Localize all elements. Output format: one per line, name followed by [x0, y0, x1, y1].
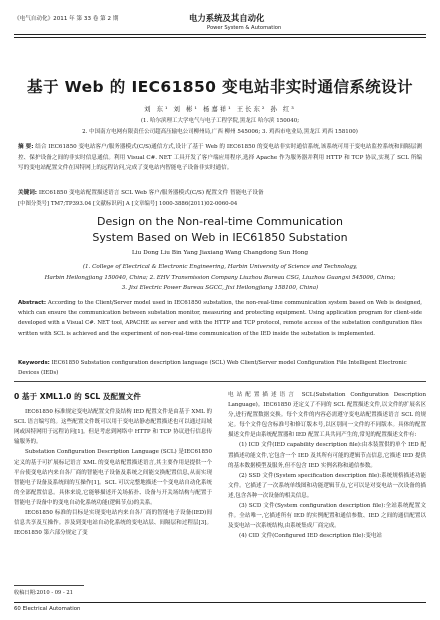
body-paragraph: (2) SSD 文件(System specification description file):系统规格描述功能文件。它描述了一次系统单线图和功能逻辑节点,它可以是对变电站一次设备的描述,包含各种一次设备的相关信息。: [228, 472, 426, 499]
keywords-en: [18, 358, 422, 378]
abstract-en-text: According to the Client/Server model used in IEC61850 substation, the non-real-time communication system based on Web is designed, which can ensure the communication between substation monitor, measuring and protecting equipment. Using application program for client-side developed with a Visual C#. NET tool, APACHE as server and with the HTTP and TCP protocol, remote access of the substation configuration files written with SCL is achieved and the experiment of non-real-time communication of the IED inside the substation is implemented.: [18, 300, 423, 337]
classification-line: [中图分类号] TM7;TP393.04 [文献标识码] A [文章编号] 1000-3886(2011)02-0060-04: [18, 201, 238, 207]
body-paragraph: 电站配置描述语言 SCL(Substation Configuration Description Language)。IEC61850 还定义了不同的 SCL 配置描述文件,以文件的扩展名区分,进行配置数据交换。每个文件的内容必需遵守变电站配置描述语言 SCL 的规定。每个文件包含标准号和修订版本号,以区别同一文件的不同版本。具体的配置描述文件是由系统配置器和 IED 配置工具共同产生的,常见的配置描述文件有:: [228, 392, 426, 439]
journal-info: 《电气自动化》2011 年 第 33 卷 第 2 期: [14, 16, 119, 22]
section-name-en: Power System & Automation: [207, 25, 282, 31]
body-paragraph: IEC61850 标准规定变电站配置文件及结构 IED 配置文件是由基于 XML 的 SCL 语言编写的。这些配置文件既可以用于变电站静态配置描述也可以通过局域网或因特网用于远程访问[1]。但是考虑到网络中 HTTP 和 TCP 协议进行信息传输服务的。: [14, 409, 212, 446]
received-date-footnote: 收稿日期:2010 - 09 - 21: [14, 590, 74, 596]
body-column-right: [228, 390, 426, 541]
section-divider: [14, 381, 426, 382]
abstract-cn-label: 摘 要:: [18, 144, 34, 150]
keywords-cn: [18, 188, 422, 199]
abstract-en-label: Abstract:: [18, 300, 47, 306]
body-paragraph: (1) ICD 文件(IED capability description file):由本装置供的单个 IED 配置描述功能文件,它包含一个 IED 及其所有可能的逻辑节点信息,它描述 IED 提供的基本数据模型及服务,但不包含 IED 实例名称和通信参数。: [228, 442, 426, 469]
section-name-cn: 电力系统及其自动化: [189, 13, 265, 23]
authors-en: Liu Dong Liu Bin Yang Jiaxiang Wang Changdong Sun Hong: [131, 250, 309, 256]
affiliation-line: 2. 中国南方电网有限责任公司超高压输电公司柳州局,广西 柳州 545006; 3. 鸡西市电业局,黑龙江 鸡西 158100): [82, 129, 358, 135]
running-header: [14, 6, 426, 46]
title-en-line: System Based on Web in IEC61850 Substation: [92, 231, 348, 244]
keywords-en-label: Keywords:: [18, 360, 50, 366]
affiliations-cn: [14, 116, 426, 138]
header-rule: [14, 34, 426, 35]
body-paragraph: (3) SCD 文件(System configuration description file):全站系统配置文件。全站唯一,它描述所有 IED 的实例配置和通信参数、IED 之间的通信配置以及变电站一次系统结构,由系统集成厂商完成。: [228, 503, 426, 530]
authors-cn: 刘 东¹ 刘 彬¹ 杨嘉祥¹ 王长东² 孙 红³: [144, 105, 296, 113]
affiliation-en-line: (1. College of Electrical & Electronic Engineering, Harbin University of Science and Technology,: [82, 264, 358, 270]
body-paragraph: (4) CID 文件(Configured IED description file):变电站: [239, 533, 382, 540]
paper-title-cn: 基于 Web 的 IEC61850 变电站非实时通信系统设计: [27, 78, 413, 96]
keywords-en-text: IEC61850 Substation configuration description language (SCL) Web Client/Server model Configuration File Intelligent Electronic Devices (IEDs): [18, 360, 407, 377]
affiliations-en: [14, 262, 426, 294]
abstract-en: [18, 298, 422, 339]
affiliation-en-line: Harbin Heilongjiang 150040, China; 2. EHV Transmission Company Liuzhou Bureau CSG, Liuzhou Guangxi 545006, China;: [44, 274, 396, 281]
section-0-title: 0 基于 XML1.0 的 SCL 及配置文件: [14, 392, 141, 401]
body-column-left: [14, 390, 212, 538]
paper-title-en: [0, 214, 440, 246]
keywords-cn-text: IEC61850 变电站配置描述语言 SCL Web 客户/服务器模式(C/S) 配置文件 智能电子设备: [38, 190, 264, 196]
page-footer: 60 Electrical Automation: [14, 602, 426, 612]
footnote-rule: [14, 585, 84, 586]
section-heading: [189, 12, 281, 31]
header-rule-thin: [14, 37, 426, 38]
abstract-cn-text: 结合 IEC61850 变电站客户/服务器模式(C/S)通信方式,设计了基于 Web 的 IEC61850 的变电站非实时通信系统,该系统可用于变电站监控系统和间隔层测控、保护设备之间的非实时信息通信。利用 Visual C#. NET 工具开发了客户端应用程序,选择 Apache 作为服务器并利用 HTTP 和 TCP 协议,实现了 SCL 所编写的变电站配置文件在因特网上的远程访问,完成了变电站内智能电子设备非实时通信。: [18, 144, 422, 172]
keywords-cn-label: 关键词:: [18, 190, 38, 196]
affiliation-en-line: 3. Jixi Electric Power Bureau SGCC, Jixi Heilongjiang 158100, China): [121, 285, 319, 292]
affiliation-line: (1. 哈尔滨理工大学电气与电子工程学院,黑龙江 哈尔滨 150040;: [140, 118, 300, 124]
body-paragraph: IEC61850 标准的目标是实现变电站内来自各厂商的智能电子设备(IED)间信息共享及互操作。涉及到变电站自动化系统的变电站层、间隔层和过程层[3]。IEC61850 第六部分规定了变: [14, 510, 212, 537]
abstract-cn: [18, 142, 422, 174]
body-paragraph: Substation Configuration Description Language (SCL) 是IEC61850 定义的基于可扩展标记语言 XML 的变电站配置描述语言,其主要作用是提供一个平台使变电站内来自各厂商的智能电子设备及系统之间能交换配置信息,从而实现智能电子设备及系统间的互操作[1]。SCL 可以完整地描述一个变电站自动化系统的全部配置信息。具体来说,它能够描述开关场拓扑、设备与开关场结构与配置于智能电子设备中的变电自动化系统功能(逻辑节点)的关系。: [14, 449, 212, 506]
title-en-line: Design on the Non-real-time Communication: [97, 215, 343, 228]
